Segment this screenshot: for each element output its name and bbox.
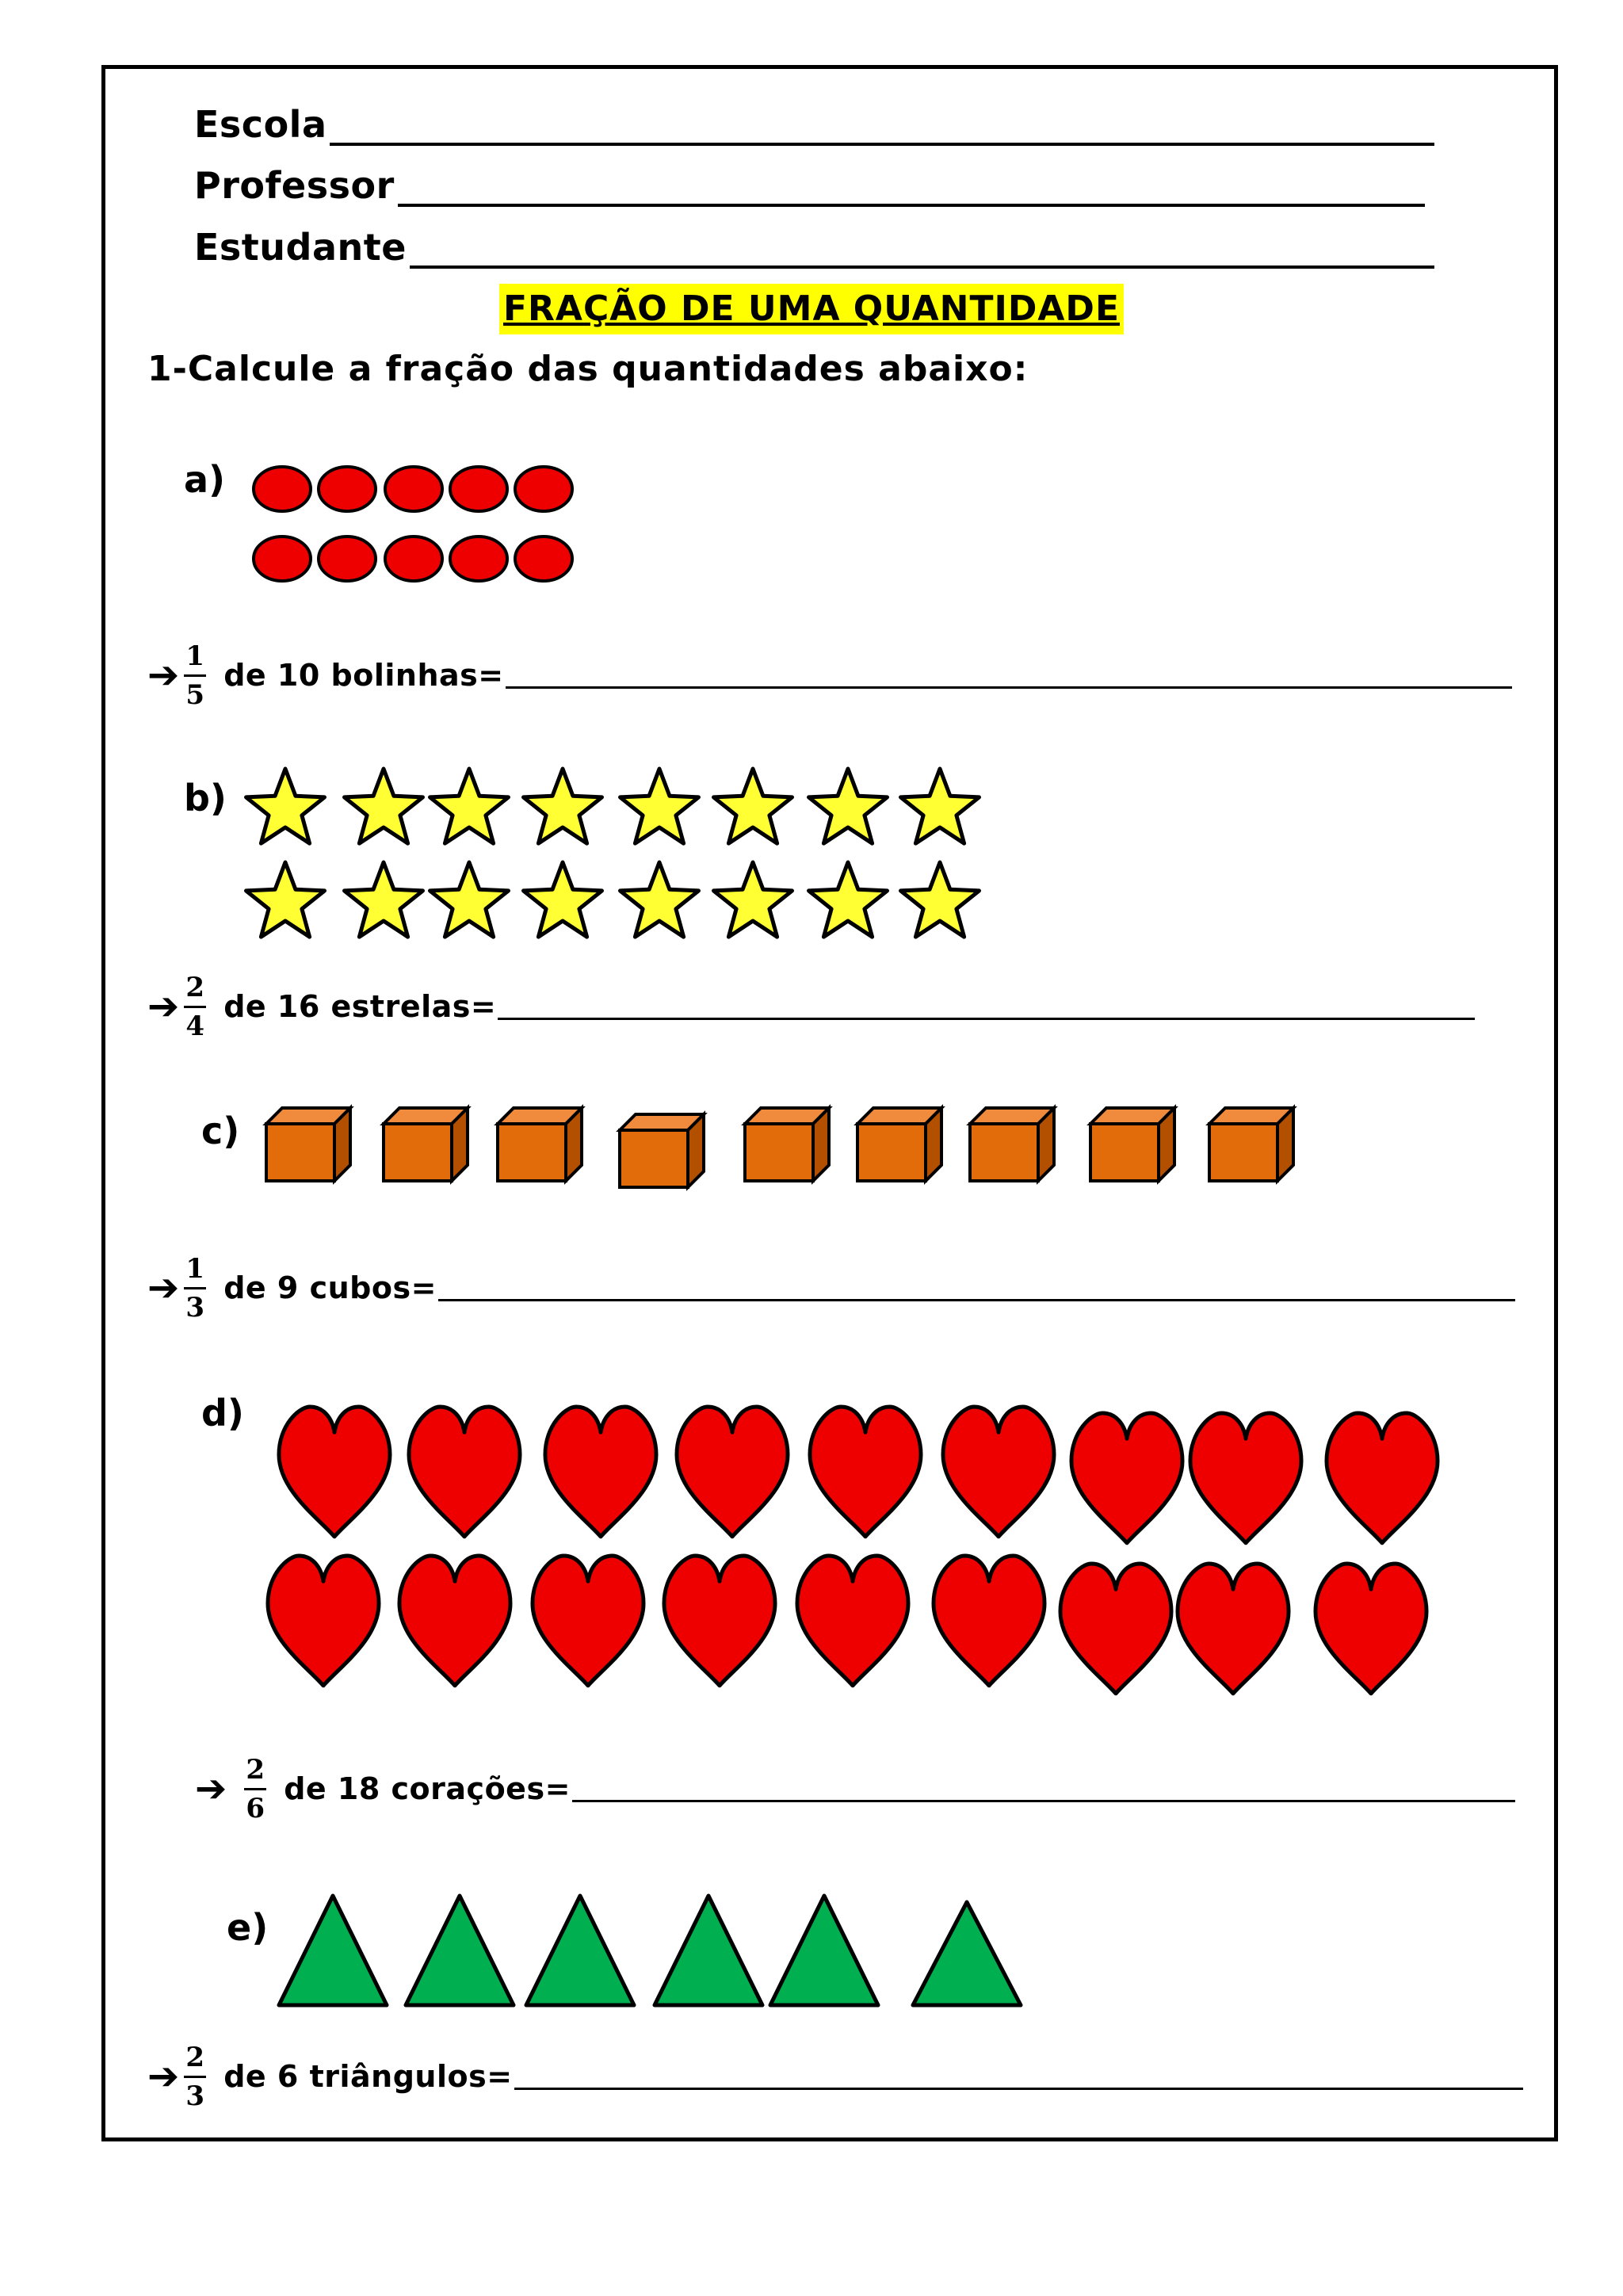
arrow-icon: ➔ <box>147 2054 180 2099</box>
cube-shape <box>745 1108 829 1181</box>
answer-row-e[interactable] <box>147 2037 1523 2116</box>
star-shape <box>621 769 699 843</box>
student-label: Estudante <box>194 226 407 269</box>
cube-shape <box>266 1108 350 1181</box>
star-shape <box>345 769 423 843</box>
heart-shape <box>545 1407 656 1537</box>
page-title: FRAÇÃO DE UMA QUANTIDADE <box>499 284 1124 334</box>
star-shape <box>809 862 888 937</box>
answer-line-e[interactable] <box>514 2064 1523 2090</box>
heart-shape <box>810 1407 921 1537</box>
circle-shape <box>450 537 507 581</box>
answer-prompt-a: de 10 bolinhas= <box>223 658 504 693</box>
heart-shape <box>409 1407 520 1537</box>
answer-row-a[interactable] <box>147 636 1512 715</box>
answer-line-c[interactable] <box>438 1275 1515 1301</box>
circle-shape <box>385 467 442 511</box>
star-shape <box>714 862 792 937</box>
heart-shape <box>533 1556 643 1686</box>
answer-prompt-e: de 6 triângulos= <box>223 2059 513 2094</box>
cubes-group <box>266 1108 1293 1187</box>
hearts-group <box>268 1407 1438 1694</box>
star-shape <box>524 862 602 937</box>
triangle-shape <box>913 1902 1021 2005</box>
fraction-d: $\frac{2}{6}$ <box>244 1756 266 1822</box>
circle-shape <box>450 467 507 511</box>
star-shape <box>430 862 509 937</box>
cube-shape <box>384 1108 468 1181</box>
stars-group <box>246 769 980 937</box>
item-a-label: a) <box>184 458 226 501</box>
school-label: Escola <box>194 103 327 146</box>
star-shape <box>345 862 423 937</box>
answer-row-c[interactable] <box>147 1248 1515 1328</box>
answer-line-a[interactable] <box>506 663 1512 689</box>
answer-row-b[interactable] <box>147 967 1475 1046</box>
item-c-label: c) <box>201 1110 240 1152</box>
answer-prompt-d: de 18 corações= <box>284 1771 571 1806</box>
star-shape <box>901 769 980 843</box>
heart-shape <box>797 1556 908 1686</box>
fraction-b: $\frac{2}{4}$ <box>184 974 206 1040</box>
heart-shape <box>934 1556 1044 1686</box>
triangle-shape <box>526 1896 634 2005</box>
answer-line-d[interactable] <box>572 1776 1515 1802</box>
triangle-shape <box>406 1896 514 2005</box>
star-shape <box>621 862 699 937</box>
triangles-group <box>279 1896 1021 2005</box>
star-shape <box>901 862 980 937</box>
triangle-shape <box>770 1896 878 2005</box>
instruction-text: 1-Calcule a fração das quantidades abaixo: <box>147 349 1029 389</box>
heart-shape <box>1327 1413 1438 1543</box>
heart-shape <box>664 1556 775 1686</box>
cube-shape <box>620 1114 704 1187</box>
circle-shape <box>385 537 442 581</box>
arrow-icon: ➔ <box>195 1767 227 1811</box>
heart-shape <box>1190 1413 1301 1543</box>
star-shape <box>246 769 325 843</box>
heart-shape <box>1060 1564 1171 1694</box>
teacher-label: Professor <box>194 164 395 207</box>
circle-shape <box>319 467 376 511</box>
circles-group <box>254 467 572 581</box>
answer-row-d[interactable] <box>195 1749 1515 1828</box>
cube-shape <box>1209 1108 1293 1181</box>
star-shape <box>246 862 325 937</box>
circle-shape <box>515 467 572 511</box>
item-d-label: d) <box>201 1392 244 1435</box>
arrow-icon: ➔ <box>147 984 180 1029</box>
heart-shape <box>1071 1413 1182 1543</box>
heart-shape <box>1178 1564 1289 1694</box>
answer-prompt-b: de 16 estrelas= <box>223 989 497 1024</box>
star-shape <box>714 769 792 843</box>
star-shape <box>430 769 509 843</box>
heart-shape <box>279 1407 390 1537</box>
circle-shape <box>319 537 376 581</box>
circle-shape <box>254 467 311 511</box>
heart-shape <box>1316 1564 1426 1694</box>
heart-shape <box>943 1407 1054 1537</box>
arrow-icon: ➔ <box>147 1266 180 1310</box>
heart-shape <box>399 1556 510 1686</box>
cube-shape <box>1090 1108 1174 1181</box>
item-b-label: b) <box>184 777 227 819</box>
fraction-a: $\frac{1}{5}$ <box>184 643 206 709</box>
triangle-shape <box>279 1896 387 2005</box>
circle-shape <box>515 537 572 581</box>
circle-shape <box>254 537 311 581</box>
heart-shape <box>268 1556 379 1686</box>
heart-shape <box>677 1407 788 1537</box>
cube-shape <box>857 1108 941 1181</box>
answer-prompt-c: de 9 cubos= <box>223 1270 437 1305</box>
item-e-label: e) <box>227 1906 269 1949</box>
cube-shape <box>498 1108 582 1181</box>
cube-shape <box>970 1108 1054 1181</box>
arrow-icon: ➔ <box>147 653 180 697</box>
answer-line-b[interactable] <box>498 994 1475 1020</box>
star-shape <box>809 769 888 843</box>
fraction-e: $\frac{2}{3}$ <box>184 2044 206 2110</box>
fraction-c: $\frac{1}{3}$ <box>184 1255 206 1321</box>
star-shape <box>524 769 602 843</box>
triangle-shape <box>655 1896 762 2005</box>
